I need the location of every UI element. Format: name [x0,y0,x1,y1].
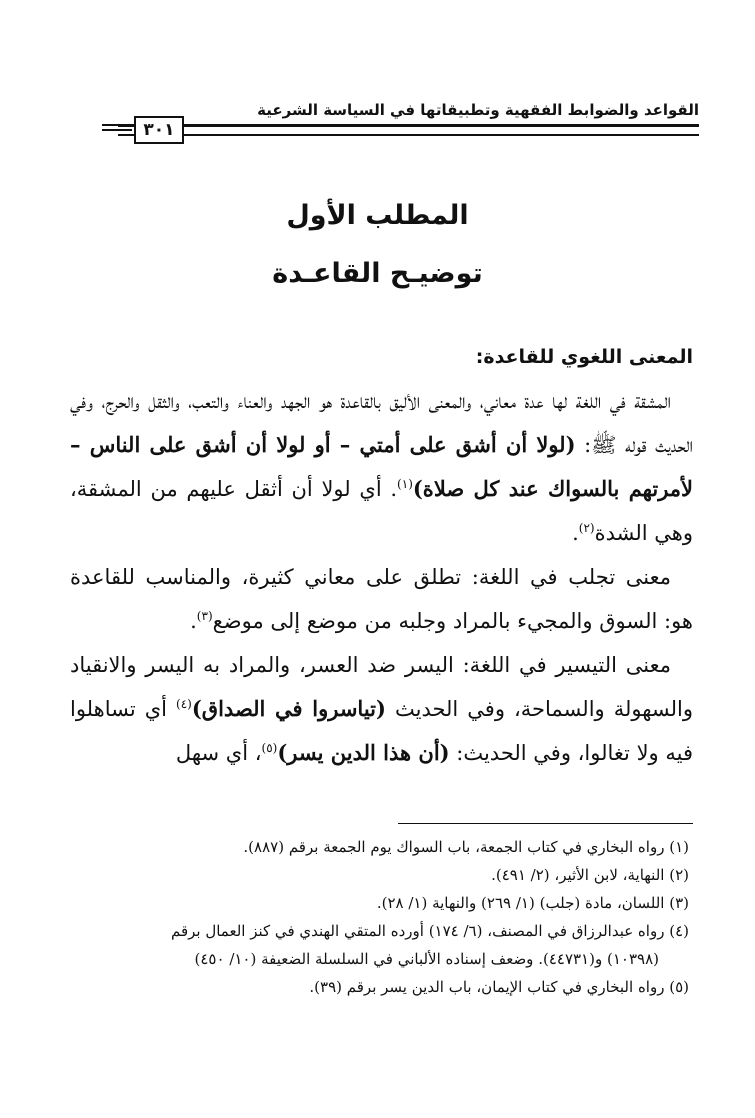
footnote-4: (٤) رواه عبدالرزاق في المصنف، (٦/ ١٧٤) أورده المتقي الهندي في كنز العمال برقم [170,922,689,940]
paragraph-ease: معنى التيسير في اللغة: اليسر ضد العسر، والمراد به اليسر والانقياد والسهولة والسماحة، وفي الحديث (تياسروا في الصداق)$^{(٤)}$ أي تساهلوا فيه ولا تغالوا، وفي الحديث: (أن هذا الدين يسر)$^{(٥)}$، أي سهل [70,653,694,765]
page-number: ٣٠١ [134,116,184,144]
footnote-ref: (٢) [578,521,595,535]
paragraph-bring: معنى تجلب في اللغة: تطلق على معاني كثيرة، والمناسب للقاعدة هو: السوق والمجيء بالمراد وجلبه من موضع إلى موضع$^{(٣)}$. [70,565,693,633]
linguistic-heading: المعنى اللغوي للقاعدة: [475,346,693,368]
hadith-quote: (تياسروا في الصداق) [191,696,386,721]
header-rule-left [102,124,132,134]
footnote-3: (٣) اللسان، مادة (جلب) (١/ ٢٦٩) والنهاية (١/ ٢٨). [376,894,689,912]
footnote-ref: (٣) [196,609,213,623]
footnote-ref: (١) [397,477,413,491]
footnotes [62,833,689,1001]
footnote-4-continued: (١٠٣٩٨) و(٤٤٧٣١). وضعف إسناده الألباني في السلسلة الضعيفة (١٠/ ٤٥٠) [194,950,659,968]
footnote-2: (٢) النهاية، لابن الأثير، (٢/ ٤٩١). [491,866,689,884]
footnote-ref: (٥) [261,741,278,755]
footnote-ref: (٤) [176,697,192,711]
hadith-quote: (لولا أن أشق على أمتي – أو لولا أن أشق على الناس – لأمرتهم بالسواك عند كل صلاة) [70,432,694,501]
footnote-5: (٥) رواه البخاري في كتاب الإيمان، باب الدين يسر برقم (٣٩). [309,978,689,996]
footnote-separator [398,823,693,824]
footnote-1: (١) رواه البخاري في كتاب الجمعة، باب السواك يوم الجمعة برقم (٨٨٧). [243,838,689,856]
section-subtitle: توضيـح القاعـدة [272,258,483,289]
hadith-quote: (أن هذا الدين يسر) [277,740,450,765]
running-header: القواعد والضوابط الفقهية وتطبيقاتها في السياسة الشرعية [257,101,699,119]
paragraph-hardship: المشقة في اللغة لها عدة معاني، والمعنى الأليق بالقاعدة هو الجهد والعناء والتعب، والثقل والحرج، وفي الحديث قوله ﷺ: (لولا أن أشق على أمتي – أو لولا أن أشق على الناس – لأمرتهم بالسواك عند كل صلاة)$^{(١)}$. أي لولا أن أثقل عليهم من المشقة، وهي الشدة$^{(٢)}$. [70,389,694,545]
body-text [70,334,693,775]
section-title: المطلب الأول [286,200,469,231]
header-rule [118,124,699,136]
